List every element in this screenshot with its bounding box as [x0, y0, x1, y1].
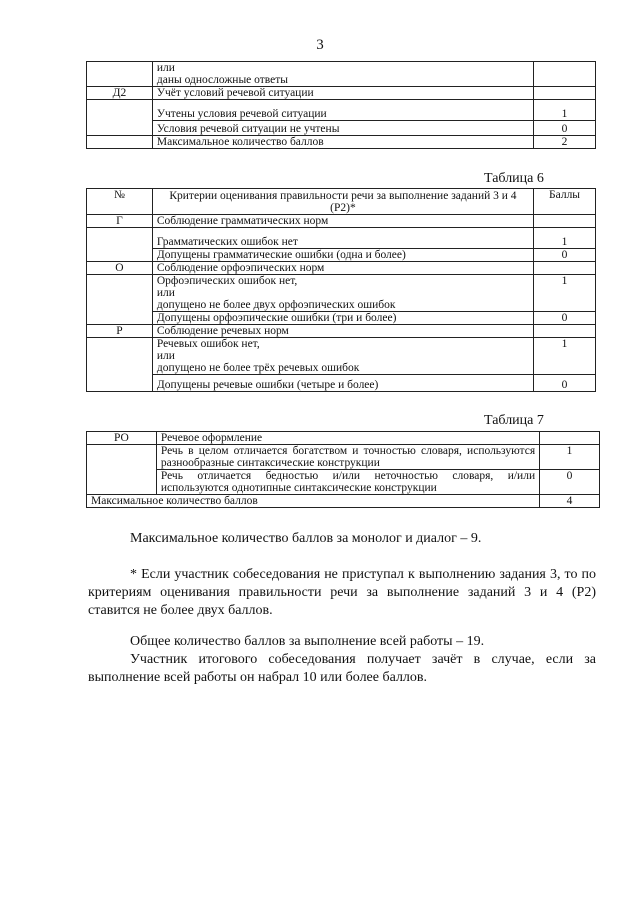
table-cell-score: 0: [534, 121, 596, 136]
table-row: [87, 275, 596, 312]
table-cell-text: или даны односложные ответы: [152, 62, 533, 87]
table-cell-text: Орфоэпических ошибок нет, или допущено не более двух орфоэпических ошибок: [152, 275, 533, 312]
table-cell-text: Речевых ошибок нет, или допущено не более трёх речевых ошибок: [152, 338, 533, 375]
table-row: [87, 445, 600, 470]
table-7-caption: Таблица 7: [484, 413, 544, 428]
table-5-continuation: [86, 61, 596, 149]
table-cell-text: Допущены орфоэпические ошибки (три и более): [152, 312, 533, 325]
table-cell-score: 1: [534, 228, 596, 249]
table-cell-text: Речь отличается бедностью и/или неточностью словаря, и/или используются однотипные синтаксические конструкции: [156, 470, 539, 495]
table-cell-text: Речь в целом отличается богатством и точностью словаря, используются разнообразные синтаксические конструкции: [156, 445, 539, 470]
table-cell-code: [87, 100, 153, 136]
table-row: [87, 121, 596, 136]
table-cell-score: 0: [534, 249, 596, 262]
paragraph-pass-condition: Участник итогового собеседования получает зачёт в случае, если за выполнение всей работы он набрал 10 или более баллов.: [88, 652, 596, 685]
table-cell-code: РО: [87, 432, 157, 445]
max-score-label: Максимальное количество баллов: [87, 495, 540, 508]
table-row: [87, 249, 596, 262]
table-cell-text: Учёт условий речевой ситуации: [152, 87, 533, 100]
table-cell-score: 1: [534, 338, 596, 375]
table-row: [87, 87, 596, 100]
table-row: [87, 338, 596, 375]
table-cell-score: [534, 62, 596, 87]
table-cell-score: [534, 262, 596, 275]
paragraph-total-score: Общее количество баллов за выполнение всей работы – 19.: [130, 634, 485, 649]
header-number: №: [87, 189, 153, 215]
table-cell-code: О: [87, 262, 153, 275]
paragraph-max-score: Максимальное количество баллов за монолог и диалог – 9.: [130, 531, 482, 546]
table-cell-score: 1: [534, 100, 596, 121]
table-cell-score: 0: [540, 470, 600, 495]
section-title: Соблюдение речевых норм: [152, 325, 533, 338]
table-6: [86, 188, 596, 392]
page-number: 3: [316, 37, 324, 53]
table-6-caption: Таблица 6: [484, 171, 544, 186]
table-row: [87, 215, 596, 228]
table-cell-score: 0: [534, 375, 596, 392]
table-cell-score: 1: [540, 445, 600, 470]
table-cell-score: 0: [534, 312, 596, 325]
table-cell-code: [87, 136, 153, 149]
table-cell-text: Допущены речевые ошибки (четыре и более): [152, 375, 533, 392]
max-score-value: 4: [540, 495, 600, 508]
table-cell-score: 1: [534, 275, 596, 312]
table-cell-code: Д2: [87, 87, 153, 100]
table-row: [87, 432, 600, 445]
table-cell-code: Г: [87, 215, 153, 228]
table-cell-score: [534, 87, 596, 100]
section-title: Речевое оформление: [156, 432, 539, 445]
table-cell-code: [87, 338, 153, 392]
table-cell-code: Р: [87, 325, 153, 338]
table-row: [87, 495, 600, 508]
table-row: [87, 312, 596, 325]
table-cell-code: [87, 228, 153, 262]
table-header-row: [87, 189, 596, 215]
table-row: [87, 325, 596, 338]
table-row: [87, 62, 596, 87]
table-cell-text: Допущены грамматические ошибки (одна и более): [152, 249, 533, 262]
table-cell-score: [540, 432, 600, 445]
section-title: Соблюдение грамматических норм: [152, 215, 533, 228]
section-title: Соблюдение орфоэпических норм: [152, 262, 533, 275]
table-row: [87, 262, 596, 275]
table-cell-code: [87, 445, 157, 495]
table-row: [87, 375, 596, 392]
table-row: [87, 100, 596, 121]
paragraph-footnote: * Если участник собеседования не приступал к выполнению задания 3, то по критериям оценивания правильности речи за выполнение заданий 3 и 4 (Р2) ставится не более двух баллов.: [88, 567, 596, 618]
table-cell-score: 2: [534, 136, 596, 149]
table-cell-code: [87, 275, 153, 325]
table-cell-code: [87, 62, 153, 87]
table-7: [86, 431, 600, 508]
table-row: [87, 228, 596, 249]
table-row: [87, 470, 600, 495]
table-cell-text: Грамматических ошибок нет: [152, 228, 533, 249]
table-cell-text: Учтены условия речевой ситуации: [152, 100, 533, 121]
table-row: [87, 136, 596, 149]
table-cell-score: [534, 215, 596, 228]
table-cell-text: Условия речевой ситуации не учтены: [152, 121, 533, 136]
header-criteria: Критерии оценивания правильности речи за выполнение заданий 3 и 4 (Р2)*: [152, 189, 533, 215]
table-cell-text: Максимальное количество баллов: [152, 136, 533, 149]
header-score: Баллы: [534, 189, 596, 215]
table-cell-score: [534, 325, 596, 338]
